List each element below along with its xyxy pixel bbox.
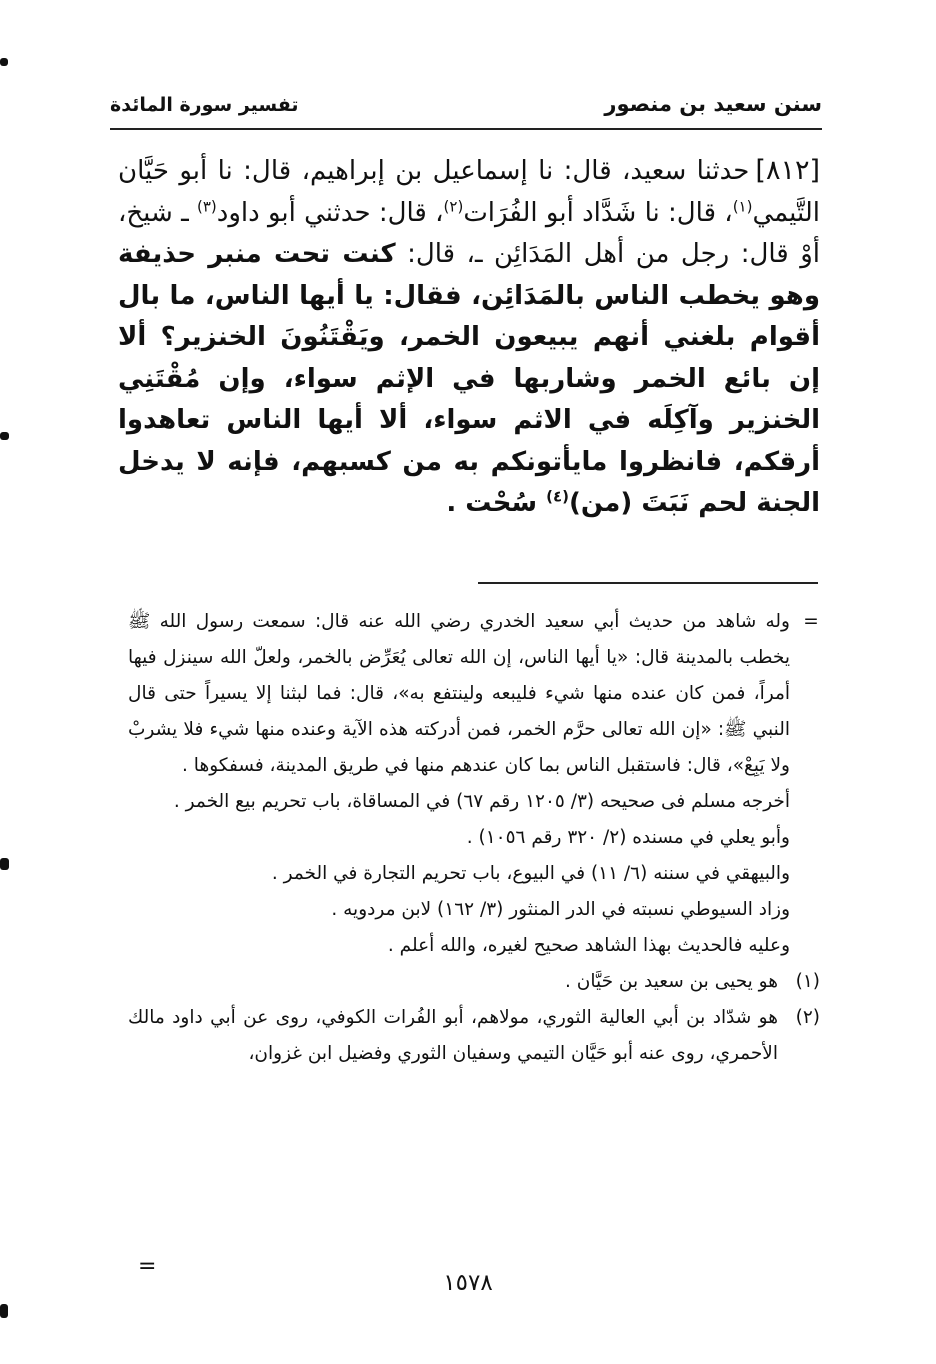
footnote-1 — [128, 964, 820, 1000]
takhrij-item: والبيهقي في سننه (٦/ ١١) في البيوع، باب تحريم التجارة في الخمر . — [271, 863, 790, 884]
takhrij-item: أخرجه مسلم فى صحيحه (٣/ ١٢٠٥ رقم ٦٧) في المساقاة، باب تحريم بيع الخمر . — [173, 791, 790, 812]
footnote-number: (١) — [795, 971, 820, 992]
scan-mark — [0, 1304, 8, 1318]
takhrij-item: وعليه فالحديث بهذا الشاهد صحيح لغيره، والله أعلم . — [387, 935, 790, 956]
continuation-mark: = — [803, 611, 819, 632]
scan-mark — [0, 858, 9, 870]
isnad-part: حدثنا سعيد، قال: نا إسماعيل بن إبراهيم، قال: نا أبو حَيَّان التَّيمي — [118, 156, 821, 228]
hadith-number: [٨١٢] — [755, 155, 820, 186]
takhrij-item: وأبو يعلي في مسنده (٢/ ٣٢٠ رقم ١٠٥٦) . — [466, 827, 790, 848]
footnote-separator — [478, 582, 818, 584]
continuation-mark-bottom: = — [138, 1254, 157, 1279]
shahid-text: وله شاهد من حديث أبي سعيد الخدري رضي الله عنه قال: سمعت رسول الله ﷺ يخطب بالمدينة قال: «يا أيها الناس، إن الله تعالى يُعَرِّض بالخمر، ولعلّ الله سينزل فيها أمراً، فمن كان عنده منها شيء فليبعه ولينتفع به»، قال: فما لبثنا إلا يسيراً حتى قال النبي ﷺ: «إن الله تعالى حرَّم الخمر، فمن أدركته هذه الآية وعنده منها شيء فلا يشربْ ولا يَبِعْ»، قال: فاستقبل الناس بما كان عندهم منها في طريق المدينة، فسفكوها . — [128, 611, 790, 776]
page-number: ١٥٧٨ — [443, 1270, 493, 1296]
shahid-paragraph — [128, 604, 820, 784]
isnad-part: ، قال: نا شَدَّاد أبو الفُرَات — [463, 197, 733, 228]
matn-end: سُحْت . — [446, 488, 547, 518]
footnote-2 — [128, 1000, 820, 1072]
section-title: تفسير سورة المائدة — [110, 94, 299, 116]
hadith-text — [118, 150, 820, 525]
footnotes-area — [128, 604, 820, 1072]
footnote-number: (٢) — [795, 1007, 820, 1028]
isnad-part: ، قال: حدثني أبو داود — [216, 197, 444, 228]
takhrij-list — [128, 784, 820, 964]
footnote-text: هو شدّاد بن أبي العالية الثوري، مولاهم، أبو الفُرات الكوفي، روى عن أبي داود مالك الأحمري، روى عنه أبو حَيَّان التيمي وسفيان الثوري وفضيل ابن غزوان، — [128, 1007, 778, 1064]
footnote-ref: (٣) — [196, 196, 217, 215]
takhrij-item: وزاد السيوطي نسبته في الدر المنثور (٣/ ١٦٢) لابن مردويه . — [331, 899, 790, 920]
book-title: سنن سعيد بن منصور — [604, 92, 822, 116]
footnote-ref: (١) — [732, 196, 753, 215]
running-header — [110, 88, 822, 130]
footnote-ref: (٤) — [546, 487, 569, 506]
scan-mark — [0, 58, 8, 66]
isnad-part: ـ شيخ، أوْ قال: رجل من أهل المَدَائِن ـ، قال: — [118, 197, 820, 269]
footnote-text: هو يحيى بن سعيد بن حَيَّان . — [565, 971, 778, 992]
footnote-ref: (٢) — [443, 196, 464, 215]
matn-text: كنت تحت منبر حذيفة وهو يخطب الناس بالمَدَائِن، فقال: يا أيها الناس، ما بال أقوام بلغني أنهم يبيعون الخمر، ويَقْتَنُونَ الخنزير؟ ألا إن بائع الخمر وشاربها في الإثم سواء، وإن مُقْتَنِي الخنزير وآكِلَه في الاثم سواء، ألا أيها الناس تعاهدوا أرقكم، فانظروا مايأتونكم به من كسبهم، فإنه لا يدخل الجنة لحم نَبَتَ (من) — [118, 239, 820, 518]
scan-mark — [0, 432, 9, 440]
